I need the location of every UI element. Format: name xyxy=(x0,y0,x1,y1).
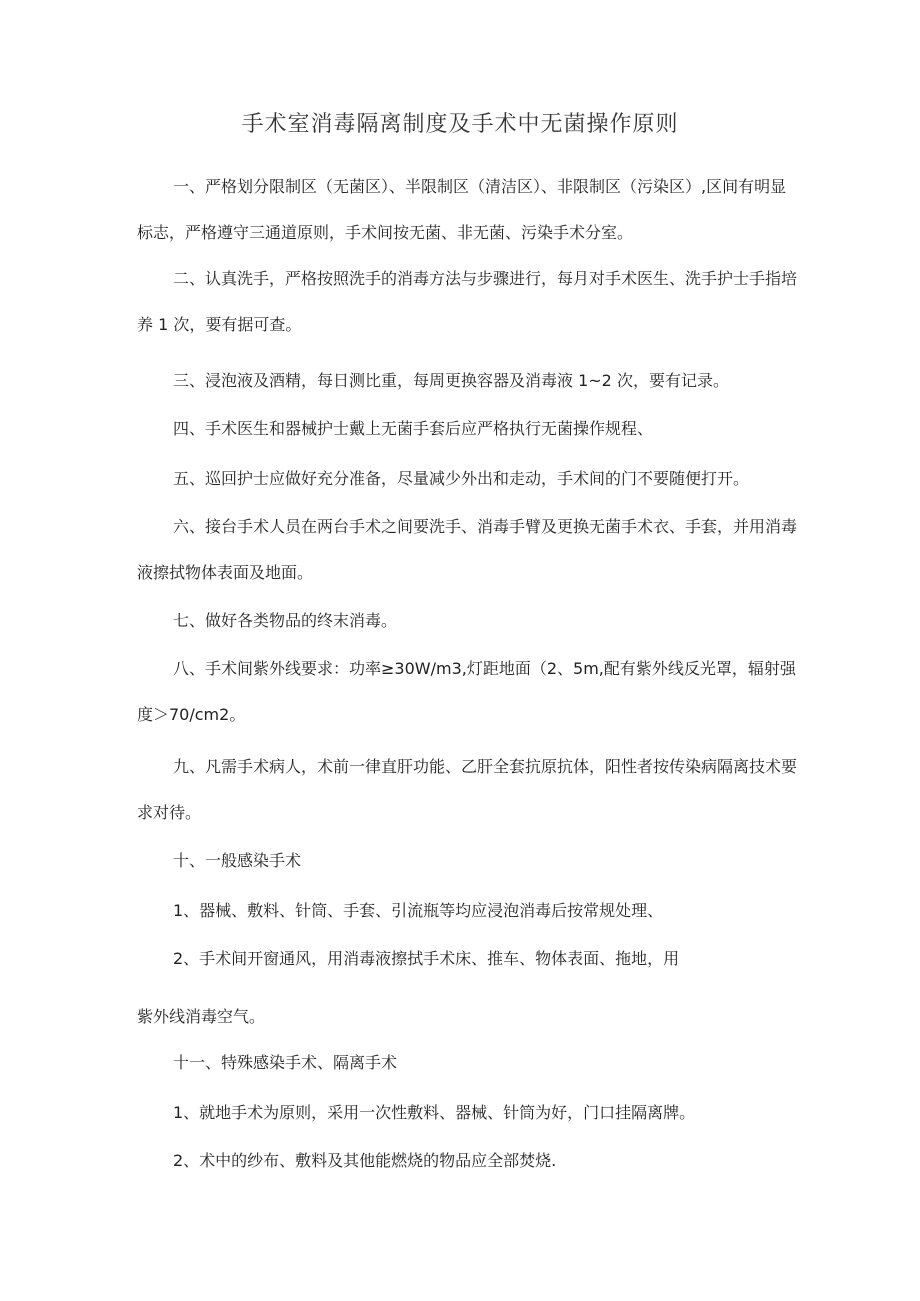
paragraph-1: 一、严格划分限制区（无菌区）、半限制区（清洁区）、非限制区（污染区）,区间有明显标志，严格遵守三通道原则，手术间按无菌、非无菌、污染手术分室。 xyxy=(137,177,787,242)
paragraph-10: 十、一般感染手术 xyxy=(173,851,302,870)
paragraph-9: 九、凡需手术病人，术前一律直肝功能、乙肝全套抗原抗体，阳性者按传染病隔离技术要求对待。 xyxy=(137,757,798,822)
paragraph-7: 七、做好各类物品的终末消毒。 xyxy=(173,611,398,630)
paragraph-8: 八、手术间紫外线要求：功率≥30W/m3,灯距地面（2、5m,配有紫外线反光罩，辐射强度＞70/cm2。 xyxy=(137,659,796,724)
paragraph-4: 四、手术医生和器械护士戴上无菌手套后应严格执行无菌操作规程、 xyxy=(173,419,654,438)
paragraph-15: 2、术中的纱布、敷料及其他能燃烧的物品应全部焚烧. xyxy=(173,1151,557,1170)
paragraph-3: 三、浸泡液及酒精，每日测比重，每周更换容器及消毒液 1~2 次，要有记录。 xyxy=(173,371,729,390)
paragraph-13: 十一、特殊感染手术、隔离手术 xyxy=(173,1053,398,1072)
paragraph-14: 1、就地手术为原则，采用一次性敷料、器械、针筒为好，门口挂隔离牌。 xyxy=(173,1103,696,1122)
paragraph-2: 二、认真洗手，严格按照洗手的消毒方法与步骤进行，每月对手术医生、洗手护士手指培养 1 次，要有据可查。 xyxy=(137,269,798,334)
document-title: 手术室消毒隔离制度及手术中无菌操作原则 xyxy=(241,112,679,137)
paragraph-12-continuation: 紫外线消毒空气。 xyxy=(137,1007,266,1026)
paragraph-11: 1、器械、敷料、针筒、手套、引流瓶等均应浸泡消毒后按常规处理、 xyxy=(173,901,664,920)
paragraph-5: 五、巡回护士应做好充分准备，尽量减少外出和走动，手术间的门不要随便打开。 xyxy=(173,469,750,488)
paragraph-6: 六、接台手术人员在两台手术之间要洗手、消毒手臂及更换无菌手术衣、手套，并用消毒液擦拭物体表面及地面。 xyxy=(137,517,798,582)
paragraph-12: 2、手术间开窗通风，用消毒液擦拭手术床、推车、物体表面、拖地，用 xyxy=(173,949,680,968)
